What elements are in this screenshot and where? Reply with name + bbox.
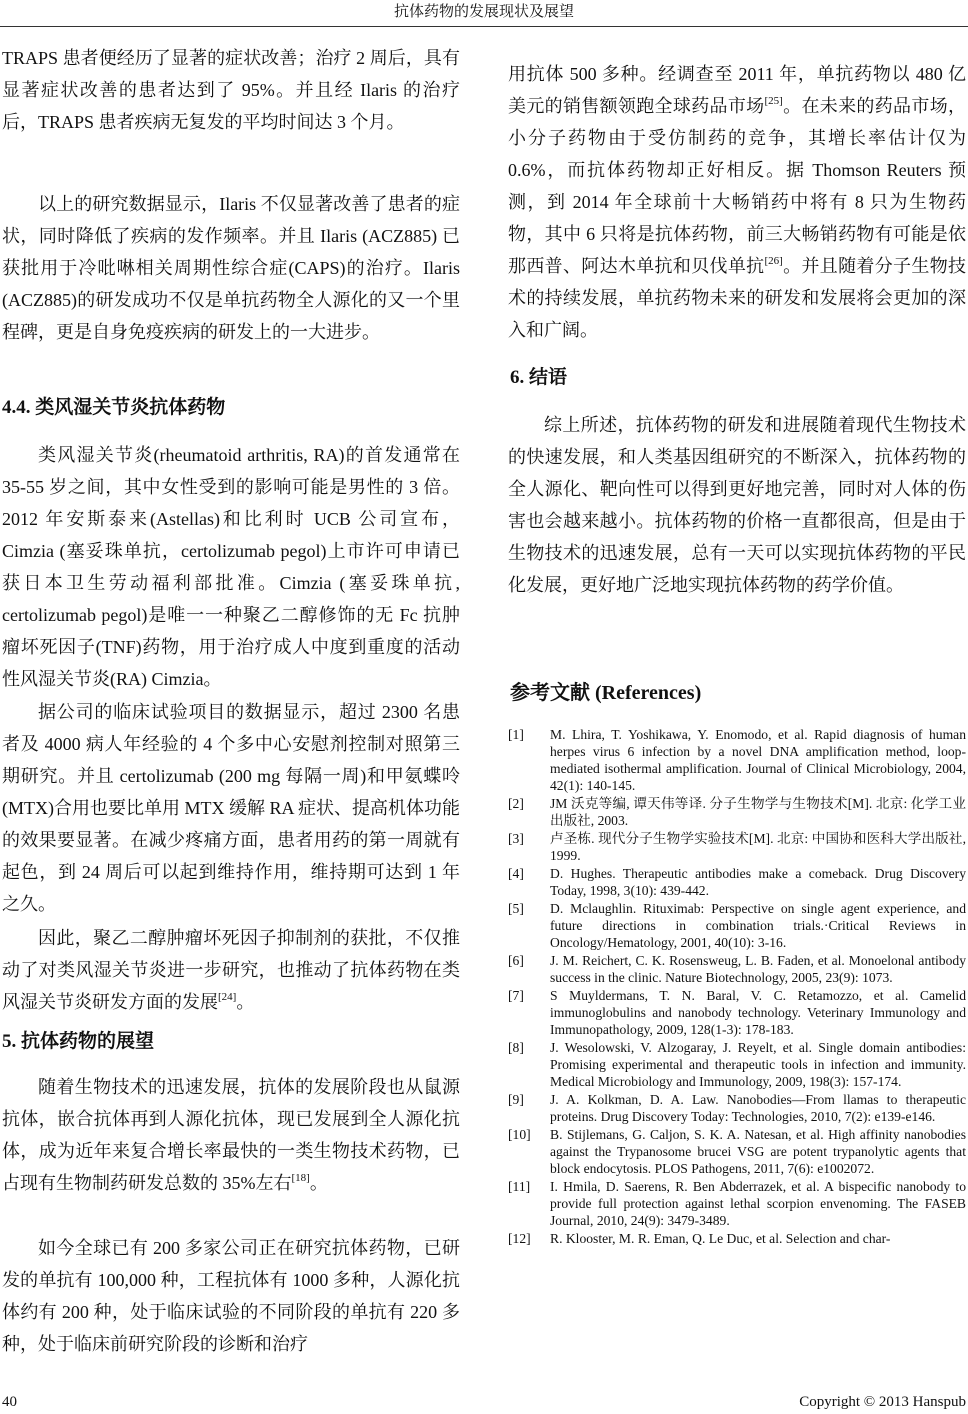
paragraph [2, 922, 460, 1018]
paragraph [508, 58, 966, 346]
reference-number: [8] [508, 1040, 524, 1055]
reference-text: B. Stijlemans, G. Caljon, S. K. A. Natesan, et al. High affinity nanobodies against the Trypanosome brucei VSG are potent trypanolytic agents that block endocytosis. PLOS Pathogens, 2011, 7(6): e1002072. [550, 1127, 966, 1176]
text: 随着生物技术的迅速发展，抗体的发展阶段也从鼠源抗体，嵌合抗体再到人源化抗体，现已发展到全人源化抗体，成为近年来复合增长率最快的一类生物技术药物，已占现有生物制药研发总数的 35%左右 [2, 1077, 460, 1193]
citation[interactable]: [24] [218, 991, 237, 1003]
reference-number: [11] [508, 1179, 531, 1194]
reference-item [508, 1230, 966, 1247]
reference-text: M. Lhira, T. Yoshikawa, Y. Enomodo, et al. Rapid diagnosis of human herpes virus 6 infection by a novel DNA amplification method, loop-mediated isothermal amplification. Journal of Clinical Microbiology, 2004, 42(1): 140-145. [550, 727, 966, 793]
reference-text: J. Wesolowski, V. Alzogaray, J. Reyelt, et al. Single domain antibodies: Promising experimental and therapeutic tools in infection and immunity. Medical Microbiology and Immunology, 2009, 198(3): 157-174. [550, 1040, 966, 1089]
reference-text: 卢圣栋. 现代分子生物学实验技术[M]. 北京: 中国协和医科大学出版社, 1999. [550, 831, 966, 863]
paragraph [2, 1071, 460, 1199]
text: 因此，聚乙二醇肿瘤坏死因子抑制剂的获批，不仅推动了对类风湿关节炎进一步研究，也推动了抗体药物在类风湿关节炎研发方面的发展 [2, 928, 460, 1012]
reference-item [508, 1091, 966, 1125]
reference-number: [2] [508, 796, 524, 811]
references-heading: 参考文献 (References) [510, 682, 702, 704]
running-header: 抗体药物的发展现状及展望 [393, 4, 574, 20]
text: 用抗体 500 多种。经调查至 2011 年，单抗药物以 480 亿美元的销售额领跑全球药品市场 [508, 64, 966, 116]
reference-number: [4] [508, 866, 524, 881]
reference-text: J. M. Reichert, C. K. Rosensweug, L. B. Faden, et al. Monoelonal antibody success in the clinic. Nature Biotechnology, 2005, 23(9): 1073. [550, 953, 966, 985]
page-number: 40 [2, 1394, 17, 1410]
reference-number: [9] [508, 1092, 524, 1107]
reference-item [508, 1178, 966, 1229]
paragraph: 类风湿关节炎(rheumatoid arthritis, RA)的首发通常在 35-55 岁之间，其中女性受到的影响可能是男性的 3 倍。2012 年安斯泰来(Astellas)和比利时 UCB 公司宣布，Cimzia (塞妥珠单抗，certolizumab pegol)上市许可申请已获日本卫生劳动福利部批准。Cimzia (塞妥珠单抗, certolizumab pegol)是唯一一种聚乙二醇修饰的无 Fc 抗肿瘤坏死因子(TNF)药物，用于治疗成人中度到重度的活动性风湿关节炎(RA) Cimzia。 [2, 445, 460, 689]
reference-number: [10] [508, 1127, 531, 1142]
reference-item [508, 830, 966, 864]
reference-number: [1] [508, 727, 524, 742]
reference-text: D. Mclaughlin. Rituximab: Perspective on single agent experience, and future directions in combination trials.·Critical Reviews in Oncology/Hematology, 2001, 40(10): 3-16. [550, 901, 966, 950]
reference-number: [12] [508, 1231, 531, 1246]
paragraph: 如今全球已有 200 多家公司正在研究抗体药物，已研发的单抗有 100,000 种，工程抗体有 1000 多种，人源化抗体约有 200 种，处于临床试验的不同阶段的单抗有 220 多种，处于临床前研究阶段的诊断和治疗 [2, 1238, 460, 1354]
citation[interactable]: [18] [291, 1172, 310, 1184]
reference-text: J. A. Kolkman, D. A. Law. Nanobodies—From llamas to therapeutic proteins. Drug Discovery Today: Technologies, 2010, 7(2): e139-e146. [550, 1092, 966, 1124]
section-heading-6: 6. 结语 [510, 367, 568, 388]
reference-number: [3] [508, 831, 524, 846]
reference-text: S Muyldermans, T. N. Baral, V. C. Retamozzo, et al. Camelid immunoglobulins and nanobody technology. Veterinary Immunology and Immunopathology, 2009, 128(1-3): 178-183. [550, 988, 966, 1037]
reference-text: D. Hughes. Therapeutic antibodies make a comeback. Drug Discovery Today, 1998, 3(10): 439-442. [550, 866, 966, 898]
reference-item [508, 1126, 966, 1177]
reference-item [508, 1039, 966, 1090]
reference-text: JM 沃克等编, 谭天伟等译. 分子生物学与生物技术[M]. 北京: 化学工业出版社, 2003. [550, 796, 966, 828]
reference-item [508, 900, 966, 951]
reference-text: I. Hmila, D. Saerens, R. Ben Abderrazek, et al. A bispecific nanobody to provide full protection against lethal scorpion envenoming. The FASEB Journal, 2010, 24(9): 3479-3489. [550, 1179, 966, 1228]
citation[interactable]: [26] [764, 255, 783, 267]
paragraph: 以上的研究数据显示，Ilaris 不仅显著改善了患者的症状，同时降低了疾病的发作频率。并且 Ilaris (ACZ885) 已获批用于冷吡啉相关周期性综合症(CAPS)的治疗。Ilaris (ACZ885)的研发成功不仅是单抗药物全人源化的又一个里程碑，更是自身免疫疾病的研发上的一大进步。 [2, 194, 460, 342]
section-heading-4-4: 4.4. 类风湿关节炎抗体药物 [2, 397, 226, 418]
header-divider [0, 26, 968, 27]
reference-item [508, 726, 966, 794]
reference-number: [5] [508, 901, 524, 916]
paragraph: 据公司的临床试验项目的数据显示，超过 2300 名患者及 4000 病人年经验的 4 个多中心安慰剂控制对照第三期研究。并且 certolizumab (200 mg 每隔一周)和甲氨蝶呤(MTX)合用也要比单用 MTX 缓解 RA 症状、提高机体功能的效果要显著。在减少疼痛方面，患者用药的第一周就有起色，到 24 周后可以起到维持作用，维持期可达到 1 年之久。 [2, 702, 460, 914]
reference-number: [6] [508, 953, 524, 968]
text: 。并且随着分子生物技术的持续发展，单抗药物未来的研发和发展将会更加的深入和广阔。 [508, 256, 967, 340]
section-heading-5: 5. 抗体药物的展望 [2, 1031, 155, 1052]
reference-number: [7] [508, 988, 524, 1003]
citation[interactable]: [25] [764, 95, 783, 107]
paragraph: TRAPS 患者便经历了显著的症状改善；治疗 2 周后，具有显著症状改善的患者达到了 95%。并且经 Ilaris 的治疗后，TRAPS 患者疾病无复发的平均时间达 3 个月。 [2, 48, 460, 132]
reference-list [508, 726, 966, 1248]
copyright: Copyright © 2013 Hanspub [799, 1394, 966, 1410]
reference-item [508, 795, 966, 829]
paragraph: 综上所述，抗体药物的研发和进展随着现代生物技术的快速发展，和人类基因组研究的不断深入，抗体药物的全人源化、靶向性可以得到更好地完善，同时对人体的伤害也会越来越小。抗体药物的价格一直都很高，但是由于生物技术的迅速发展，总有一天可以实现抗体药物的平民化发展，更好地广泛地实现抗体药物的药学价值。 [508, 415, 966, 595]
text: 。 [236, 992, 255, 1012]
reference-text: R. Klooster, M. R. Eman, Q. Le Duc, et al. Selection and char- [550, 1231, 891, 1246]
reference-item [508, 952, 966, 986]
reference-item [508, 987, 966, 1038]
reference-item [508, 865, 966, 899]
text: 。 [309, 1173, 328, 1193]
text: 。在未来的药品市场，小分子药物由于受仿制药的竞争，其增长率估计仅为 0.6%，而抗体药物却正好相反。据 Thomson Reuters 预测，到 2014 年全球前十大畅销药中将有 8 只为生物药物，其中 6 只将是抗体药物，前三大畅销药物有可能是依那西普、阿达木单抗和贝伐单抗 [508, 96, 967, 276]
